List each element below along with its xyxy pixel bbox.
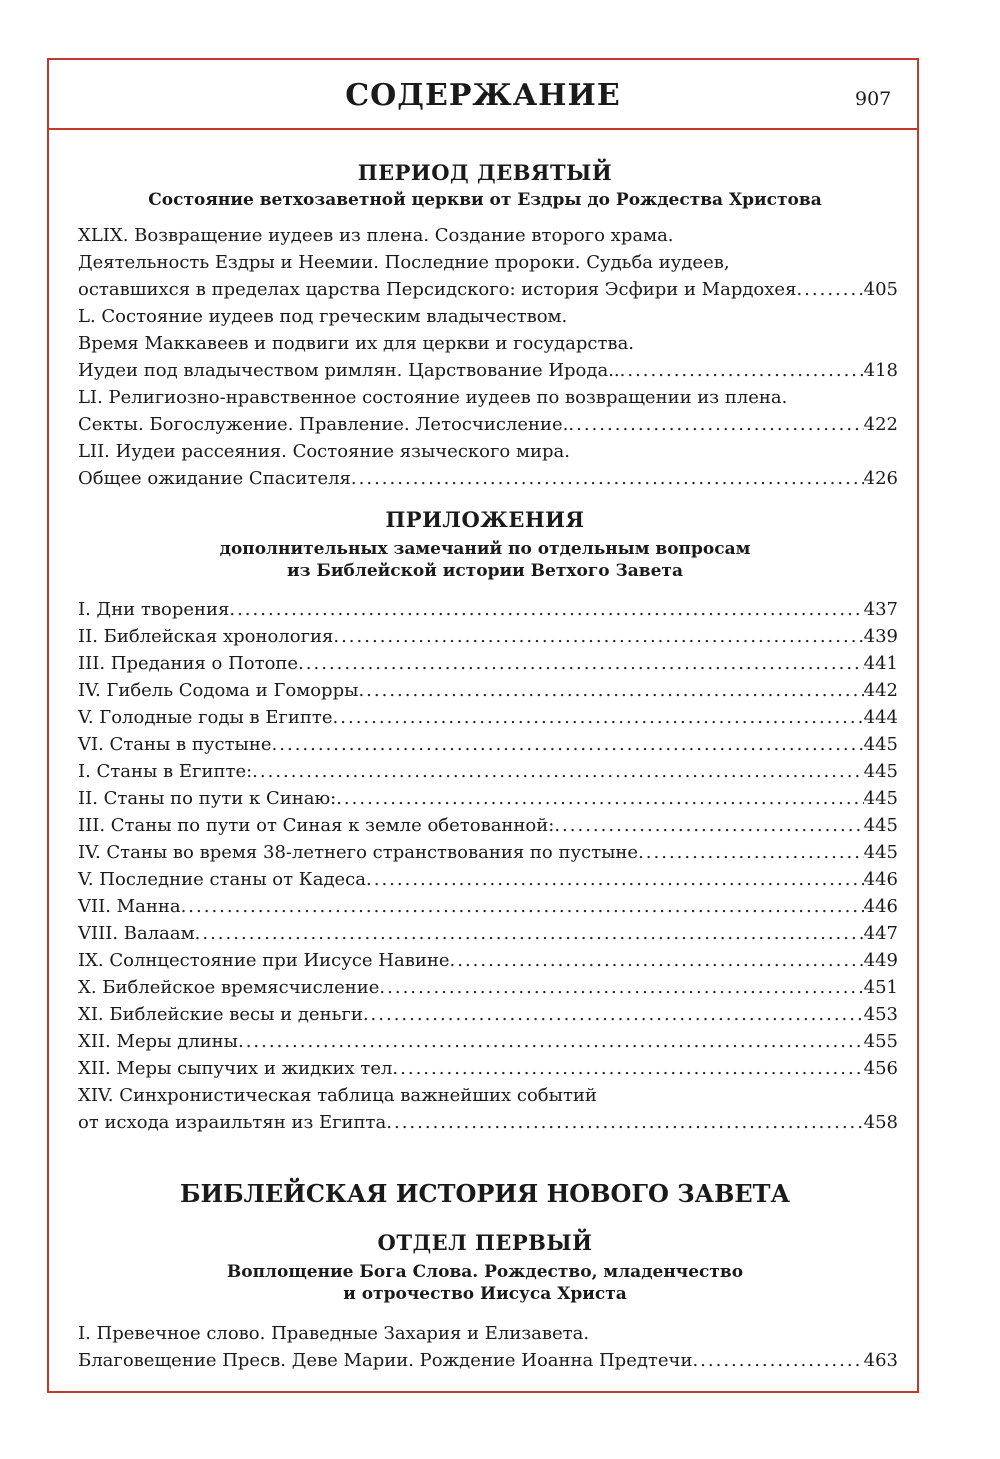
toc-page-number: 447 (863, 923, 898, 944)
toc-entry (78, 1001, 898, 1028)
toc-page-number: 449 (863, 950, 898, 971)
toc-entry (78, 596, 898, 623)
toc-entry (78, 893, 898, 920)
appendix-toc-list (78, 596, 898, 1136)
toc-page-number: 456 (863, 1058, 898, 1079)
toc-page-number: 445 (863, 761, 898, 782)
toc-entry (78, 465, 898, 492)
toc-entry (78, 677, 898, 704)
toc-entry (78, 947, 898, 974)
toc-entry-title: II. Станы по пути к Синаю: (78, 788, 337, 809)
toc-entry-title: V. Последние станы от Кадеса (78, 869, 366, 890)
toc-dot-leader (195, 920, 864, 947)
toc-page-number: 444 (863, 707, 898, 728)
toc-entry-title: V. Голодные годы в Египте (78, 707, 333, 728)
toc-dot-leader (252, 758, 863, 785)
new-testament-toc-list (78, 1320, 898, 1374)
toc-page-number: 418 (863, 360, 898, 381)
toc-page-number: 446 (863, 896, 898, 917)
toc-dot-leader (392, 1055, 863, 1082)
toc-page-number: 445 (863, 734, 898, 755)
toc-entry-title: Благовещение Пресв. Деве Марии. Рождение Иоанна Предтечи (78, 1350, 693, 1371)
period-toc-list (78, 222, 898, 492)
toc-page-number: 445 (863, 788, 898, 809)
page-number: 907 (855, 88, 892, 110)
toc-entry (78, 276, 898, 303)
toc-dot-leader (272, 731, 864, 758)
toc-dot-leader (333, 704, 864, 731)
toc-dot-leader (450, 947, 864, 974)
toc-dot-leader (333, 623, 863, 650)
toc-entry (78, 974, 898, 1001)
toc-dot-leader (358, 677, 863, 704)
toc-page-number: 455 (863, 1031, 898, 1052)
toc-entry (78, 785, 898, 812)
toc-entry-title: от исхода израильтян из Египта (78, 1112, 387, 1133)
toc-entry-title: II. Библейская хронология (78, 626, 334, 647)
toc-dot-leader (366, 866, 864, 893)
toc-entry-title: III. Предания о Потопе (78, 653, 299, 674)
toc-entry-line: LII. Иудеи рассеяния. Состояние языческого мира. (78, 441, 570, 462)
division-subheading-2: и отрочество Иисуса Христа (343, 1284, 627, 1304)
toc-page-number: 445 (863, 815, 898, 836)
new-testament-heading-block (72, 1179, 898, 1305)
toc-page-number: 446 (863, 869, 898, 890)
toc-entry-title: X. Библейское времясчисление (78, 977, 380, 998)
toc-entry (78, 650, 898, 677)
toc-entry-line: LI. Религиозно-нравственное состояние иудеев по возвращении из плена. (78, 387, 788, 408)
toc-entry-title: Иудеи под владычеством римлян. Царствование Ирода.. (78, 360, 620, 381)
toc-entry-title: VI. Станы в пустыне (78, 734, 272, 755)
toc-entry (78, 812, 898, 839)
toc-dot-leader (379, 974, 863, 1001)
appendix-heading: ПРИЛОЖЕНИЯ (385, 507, 585, 532)
toc-dot-leader (336, 785, 863, 812)
toc-dot-leader (298, 650, 864, 677)
toc-dot-leader (238, 1028, 864, 1055)
toc-dot-leader (568, 411, 863, 438)
toc-entry-title: Общее ожидание Спасителя (78, 468, 351, 489)
toc-entry (78, 1055, 898, 1082)
toc-dot-leader (638, 839, 864, 866)
toc-entry (78, 758, 898, 785)
toc-entry (78, 839, 898, 866)
header-divider (47, 128, 919, 130)
toc-entry (78, 411, 898, 438)
toc-entry (78, 357, 898, 384)
page-title: СОДЕРЖАНИЕ (345, 78, 621, 113)
toc-entry-title: VIII. Валаам (78, 923, 195, 944)
toc-entry (78, 866, 898, 893)
toc-page-number: 441 (863, 653, 898, 674)
toc-page-number: 442 (863, 680, 898, 701)
toc-entry (78, 623, 898, 650)
toc-entry-title: XII. Меры длины (78, 1031, 238, 1052)
toc-entry-line: Время Маккавеев и подвиги их для церкви и государства. (78, 333, 635, 354)
toc-dot-leader (363, 1001, 864, 1028)
toc-entry (78, 1028, 898, 1055)
toc-page-number: 437 (863, 599, 898, 620)
toc-dot-leader (181, 893, 864, 920)
toc-page-number: 463 (863, 1350, 898, 1371)
appendix-subheading-2: из Библейской истории Ветхого Завета (287, 561, 683, 581)
appendix-subheading-1: дополнительных замечаний по отдельным вопросам (219, 539, 751, 559)
toc-entry (78, 731, 898, 758)
toc-entry-title: Секты. Богослужение. Правление. Летосчисление. (78, 414, 569, 435)
period-heading: ПЕРИОД ДЕВЯТЫЙ (357, 160, 613, 185)
toc-page-number: 439 (863, 626, 898, 647)
new-testament-heading: БИБЛЕЙСКАЯ ИСТОРИЯ НОВОГО ЗАВЕТА (179, 1179, 791, 1208)
toc-entry-title: IV. Гибель Содома и Гоморры (78, 680, 359, 701)
toc-entry-line: L. Состояние иудеев под греческим владычеством. (78, 306, 568, 327)
toc-entry-title: XI. Библейские весы и деньги (78, 1004, 363, 1025)
toc-dot-leader (554, 812, 863, 839)
toc-entry (78, 704, 898, 731)
appendix-heading-block (72, 507, 898, 582)
toc-page-number: 426 (863, 468, 898, 489)
division-subheading-1: Воплощение Бога Слова. Рождество, младенчество (226, 1262, 744, 1282)
toc-entry-line: XLIX. Возвращение иудеев из плена. Создание второго храма. (78, 225, 674, 246)
toc-entry-title: IV. Станы во время 38-летнего странствования по пустыне (78, 842, 639, 863)
toc-page-number: 422 (863, 414, 898, 435)
toc-entry-title: VII. Манна (78, 896, 181, 917)
toc-entry (78, 920, 898, 947)
toc-dot-leader (692, 1347, 863, 1374)
division-heading: ОТДЕЛ ПЕРВЫЙ (377, 1230, 593, 1255)
toc-page-number: 445 (863, 842, 898, 863)
toc-page-number: 458 (863, 1112, 898, 1133)
toc-entry-title: I. Станы в Египте: (78, 761, 253, 782)
toc-entry-title: IX. Солнцестояние при Иисусе Навине (78, 950, 450, 971)
toc-entry-line: Деятельность Ездры и Неемии. Последние пророки. Судьба иудеев, (78, 252, 730, 273)
toc-entry-title: I. Дни творения (78, 599, 230, 620)
toc-page-number: 451 (863, 977, 898, 998)
toc-dot-leader (796, 276, 863, 303)
period-subheading: Состояние ветхозаветной церкви от Ездры до Рождества Христова (148, 190, 822, 210)
toc-entry (78, 1347, 898, 1374)
toc-dot-leader (229, 596, 863, 623)
toc-entry-title: XII. Меры сыпучих и жидких тел (78, 1058, 393, 1079)
toc-page-number: 405 (863, 279, 898, 300)
period-heading-block (72, 160, 898, 211)
toc-page-number: 453 (863, 1004, 898, 1025)
toc-dot-leader (620, 357, 864, 384)
toc-entry-line: XIV. Синхронистическая таблица важнейших событий (78, 1085, 597, 1106)
toc-dot-leader (351, 465, 864, 492)
toc-entry-title: оставшихся в пределах царства Персидского: история Эсфири и Мардохея (78, 279, 797, 300)
toc-dot-leader (386, 1109, 863, 1136)
toc-entry (78, 1109, 898, 1136)
toc-entry-title: III. Станы по пути от Синая к земле обетованной: (78, 815, 555, 836)
toc-entry-line: I. Превечное слово. Праведные Захария и Елизавета. (78, 1323, 590, 1344)
